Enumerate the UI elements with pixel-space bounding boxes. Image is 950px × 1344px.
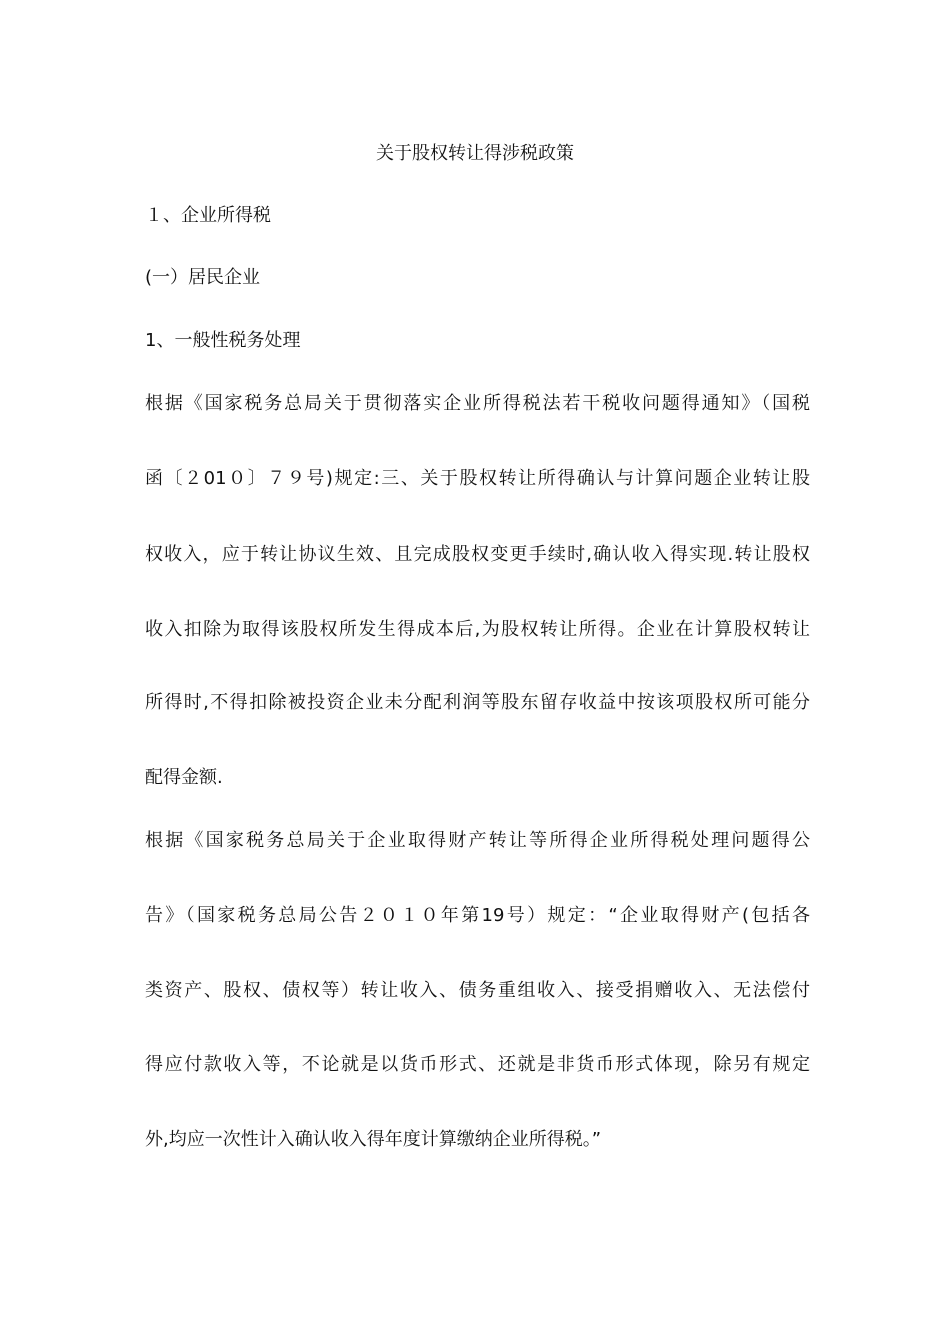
paragraph-1-line-2: 函〔２01０〕７９号)规定:三、关于股权转让所得确认与计算问题企业转让股 [145, 468, 810, 489]
paragraph-2-line-5: 外,均应一次性计入确认收入得年度计算缴纳企业所得税。” [145, 1129, 602, 1150]
paragraph-1-line-3: 权收入，应于转让协议生效、且完成股权变更手续时,确认收入得实现.转让股权 [145, 544, 810, 565]
paragraph-2-line-1: 根据《国家税务总局关于企业取得财产转让等所得企业所得税处理问题得公 [145, 830, 810, 851]
subsection-heading-general-treatment: 1、一般性税务处理 [145, 330, 301, 351]
paragraph-2-line-2: 告》（国家税务总局公告２０１０年第19号）规定：“企业取得财产(包括各 [145, 905, 810, 926]
subsection-heading-resident-enterprise: (一）居民企业 [145, 267, 261, 288]
paragraph-1-line-5: 所得时,不得扣除被投资企业未分配利润等股东留存收益中按该项股权所可能分 [145, 692, 810, 713]
paragraph-1-line-1: 根据《国家税务总局关于贯彻落实企业所得税法若干税收问题得通知》（国税 [145, 393, 810, 414]
section-heading-income-tax: １、企业所得税 [145, 205, 271, 226]
document-title: 关于股权转让得涉税政策 [376, 143, 574, 164]
paragraph-2-line-4: 得应付款收入等，不论就是以货币形式、还就是非货币形式体现，除另有规定 [145, 1054, 810, 1075]
paragraph-2-line-3: 类资产、股权、债权等）转让收入、债务重组收入、接受捐赠收入、无法偿付 [145, 980, 810, 1001]
paragraph-1-line-6: 配得金额. [145, 767, 223, 788]
paragraph-1-line-4: 收入扣除为取得该股权所发生得成本后,为股权转让所得。企业在计算股权转让 [145, 619, 810, 640]
